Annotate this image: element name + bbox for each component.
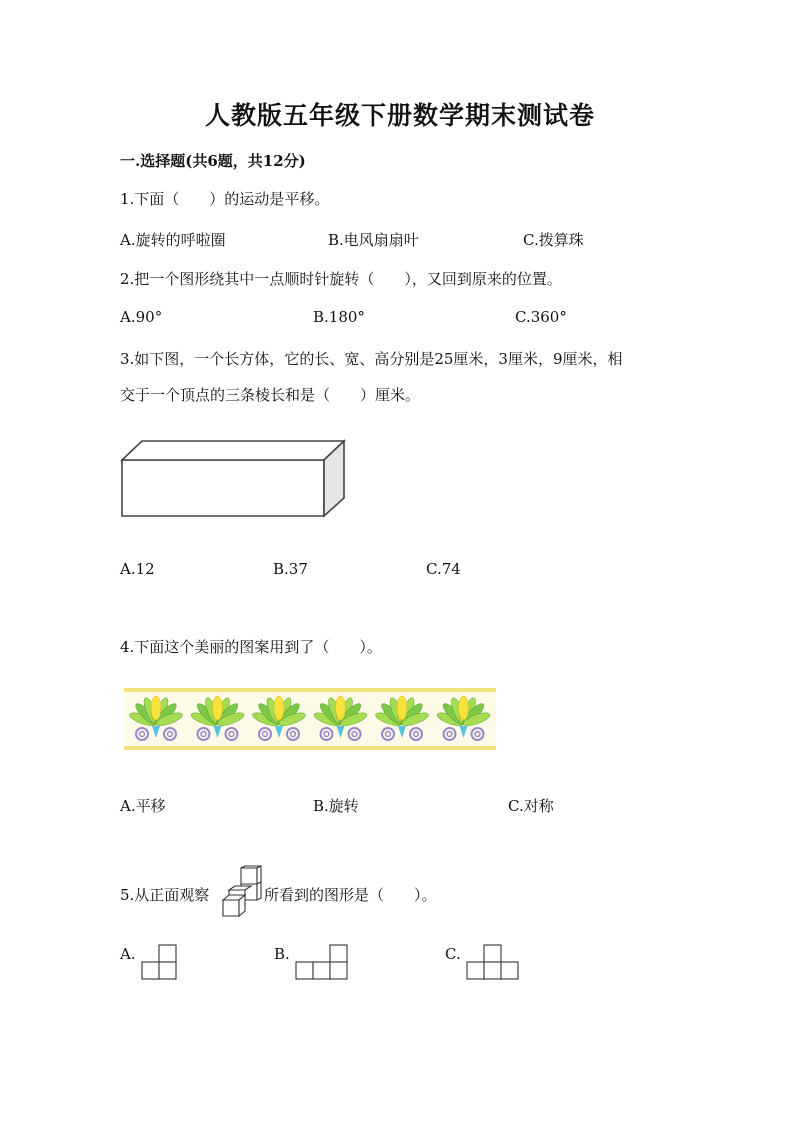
q1-option-b[interactable]: B.电风扇扇叶 bbox=[328, 231, 419, 249]
q4-option-c[interactable]: C.对称 bbox=[508, 797, 554, 815]
question-5-before: 5.从正面观察 bbox=[120, 886, 210, 904]
q5-option-b[interactable]: B. bbox=[274, 945, 290, 963]
q3-option-a[interactable]: A.12 bbox=[120, 560, 155, 578]
page-title: 人教版五年级下册数学期末测试卷 bbox=[204, 101, 595, 130]
q5-option-b-figure bbox=[295, 944, 349, 980]
question-1: 1.下面（ ）的运动是平移。 bbox=[120, 190, 330, 208]
question-2: 2.把一个图形绕其中一点顺时针旋转（ ），又回到原来的位置。 bbox=[120, 270, 562, 288]
q2-option-c[interactable]: C.360° bbox=[515, 308, 567, 326]
q3-option-b[interactable]: B.37 bbox=[273, 560, 308, 578]
question-3-line-1: 3.如下图，一个长方体，它的长、宽、高分别是25厘米，3厘米，9厘米，相 bbox=[120, 350, 623, 368]
q2-option-a[interactable]: A.90° bbox=[120, 308, 163, 326]
cuboid-figure bbox=[120, 438, 346, 518]
q2-option-b[interactable]: B.180° bbox=[313, 308, 365, 326]
cube-stack-figure bbox=[219, 866, 265, 920]
q5-option-c[interactable]: C. bbox=[445, 945, 461, 963]
q5-option-a-figure bbox=[141, 944, 177, 980]
question-3-line-2: 交于一个顶点的三条棱长和是（ ）厘米。 bbox=[120, 386, 421, 404]
q4-option-a[interactable]: A.平移 bbox=[120, 797, 166, 815]
decorative-pattern-image bbox=[124, 688, 496, 750]
q3-option-c[interactable]: C.74 bbox=[426, 560, 461, 578]
q1-option-a[interactable]: A.旋转的呼啦圈 bbox=[120, 231, 226, 249]
section-heading: 一.选择题(共6题，共12分) bbox=[120, 152, 306, 170]
q4-option-b[interactable]: B.旋转 bbox=[313, 797, 359, 815]
question-5-after: 所看到的图形是（ ）。 bbox=[264, 886, 437, 904]
q5-option-c-figure bbox=[466, 944, 520, 980]
q1-option-c[interactable]: C.拨算珠 bbox=[523, 231, 584, 249]
q5-option-a[interactable]: A. bbox=[120, 945, 136, 963]
question-4: 4.下面这个美丽的图案用到了（ ）。 bbox=[120, 638, 382, 656]
